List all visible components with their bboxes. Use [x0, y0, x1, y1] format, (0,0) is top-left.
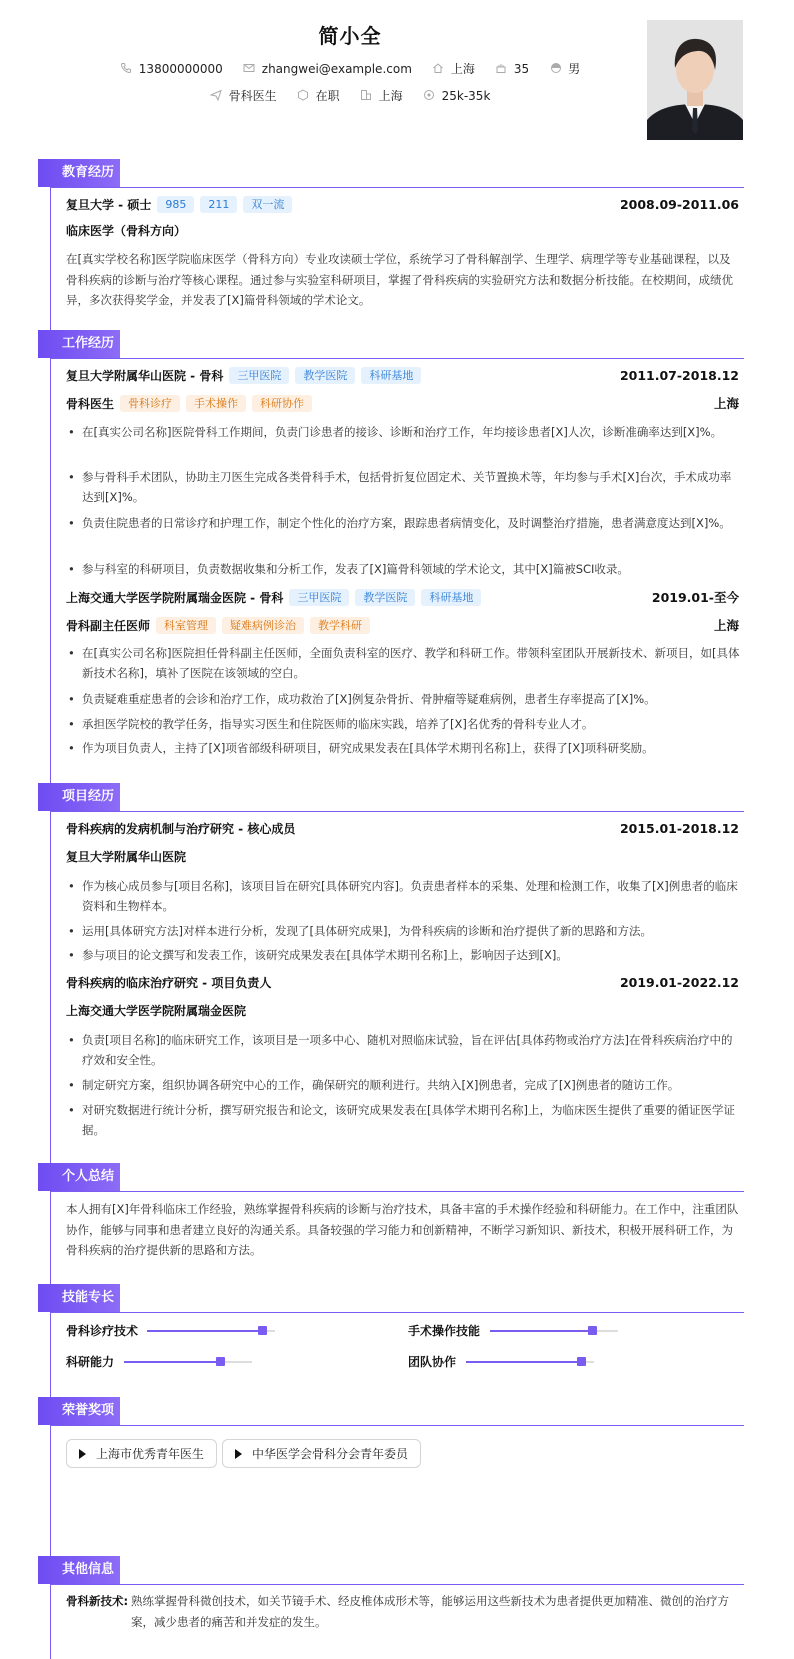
company-name: 复旦大学附属华山医院 - 骨科 — [66, 369, 224, 383]
skill-bar-knob — [216, 1357, 225, 1366]
skill-tag: 疑难病例诊治 — [222, 617, 304, 634]
skill-bar-fill — [124, 1361, 220, 1363]
company-tag: 教学医院 — [295, 367, 355, 384]
other-info — [66, 1591, 741, 1632]
salary-item — [423, 89, 491, 103]
school-tag: 211 — [200, 196, 237, 213]
phone-item — [120, 62, 223, 76]
other-text: 熟练掌握骨科微创技术，如关节镜手术、经皮椎体成形术等，能够运用这些新技术为患者提供更加精准、微创的治疗方案，减少患者的痛苦和并发症的发生。 — [131, 1594, 729, 1629]
company-tag: 三甲医院 — [229, 367, 289, 384]
work-bullet: • 在[真实公司名称]医院骨科工作期间，负责门诊患者的接诊、诊断和治疗工作，年均接诊患者[X]人次，诊断准确率达到[X]%。 — [66, 422, 741, 442]
project-bullet: • 制定研究方案，组织协调各研究中心的工作，确保研究的顺利进行。共纳入[X]例患者，完成了[X]例患者的随访工作。 — [66, 1075, 741, 1095]
skill-label: 手术操作技能 — [408, 1324, 481, 1338]
section-divider — [50, 1312, 744, 1313]
section-title-work: 工作经历 — [38, 330, 120, 358]
position-text: 骨科医生 — [228, 89, 277, 103]
job-title: 骨科副主任医师 — [66, 618, 151, 633]
company-tag: 教学医院 — [355, 589, 415, 606]
building-icon — [360, 89, 373, 102]
mail-icon — [243, 62, 256, 75]
status-text: 在职 — [315, 89, 340, 103]
project-date: 2019.01-2022.12 — [619, 975, 739, 990]
skill-bar — [124, 1361, 252, 1363]
project-date: 2015.01-2018.12 — [619, 821, 739, 836]
home-icon — [432, 62, 445, 75]
skill-bar — [490, 1330, 618, 1332]
age-item — [495, 62, 529, 76]
project-name: 骨科疾病的发病机制与治疗研究 - 核心成员 — [66, 822, 296, 836]
education-date: 2008.09-2011.06 — [619, 197, 739, 212]
salary-text: 25k-35k — [441, 88, 491, 103]
timeline-line — [50, 168, 51, 1659]
work-bullet: • 参与科室的科研项目，负责数据收集和分析工作，发表了[X]篇骨科领域的学术论文，其中[X]篇被SCI收录。 — [66, 559, 741, 579]
project-bullet: • 对研究数据进行统计分析，撰写研究报告和论文，该研究成果发表在[具体学术期刊名称]上，为临床医生提供了重要的循证医学证据。 — [66, 1100, 741, 1140]
company-tag: 科研基地 — [361, 367, 421, 384]
project-org-row — [66, 1002, 739, 1019]
project-org: 复旦大学附属华山医院 — [66, 850, 187, 864]
project-bullet: • 参与项目的论文撰写和发表工作，该研究成果发表在[具体学术期刊名称]上，影响因子达到[X]。 — [66, 945, 741, 965]
work-title-row — [66, 616, 739, 634]
other-label: 骨科新技术: — [66, 1594, 129, 1608]
skill-bar-knob — [588, 1326, 597, 1335]
skill-bar-fill — [490, 1330, 592, 1332]
work-bullet: • 作为项目负责人，主持了[X]项省部级科研项目，研究成果发表在[具体学术期刊名称]上，获得了[X]项科研奖励。 — [66, 738, 741, 758]
work-header — [66, 588, 739, 606]
project-bullet: • 负责[项目名称]的临床研究工作，该项目是一项多中心、随机对照临床试验，旨在评估[具体药物或治疗方法]在骨科疾病治疗中的疗效和安全性。 — [66, 1030, 741, 1070]
project-org: 上海交通大学医学院附属瑞金医院 — [66, 1004, 247, 1018]
skill-bar-fill — [147, 1330, 262, 1332]
work-city-text: 上海 — [378, 89, 403, 103]
skill-tag: 教学科研 — [310, 617, 370, 634]
section-title-awards: 荣誉奖项 — [38, 1397, 120, 1425]
status-item — [297, 87, 340, 104]
work-title-row — [66, 394, 739, 412]
job-intent-row — [0, 87, 700, 104]
education-major: 临床医学（骨科方向） — [66, 224, 187, 238]
salary-icon — [423, 89, 436, 102]
job-title: 骨科医生 — [66, 396, 115, 411]
section-divider — [50, 811, 744, 812]
section-divider — [50, 1584, 744, 1585]
profile-photo — [647, 20, 743, 140]
work-bullet: • 在[真实公司名称]医院担任骨科副主任医师，全面负责科室的医疗、教学和科研工作。带领科室团队开展新技术、新项目，如[具体新技术名称]，填补了医院在该领域的空白。 — [66, 643, 741, 683]
skill-bar-knob — [577, 1357, 586, 1366]
education-major-row — [66, 222, 739, 239]
education-header — [66, 196, 739, 213]
project-header — [66, 820, 739, 837]
section-divider — [50, 1191, 744, 1192]
skill-bar-fill — [466, 1361, 581, 1363]
project-name: 骨科疾病的临床治疗研究 - 项目负责人 — [66, 976, 272, 990]
gender-text: 男 — [568, 62, 581, 76]
email-text: zhangwei@example.com — [261, 61, 412, 76]
play-icon — [235, 1449, 242, 1459]
skill-label: 科研能力 — [66, 1355, 115, 1369]
section-title-summary: 个人总结 — [38, 1163, 120, 1191]
school-tag: 双一流 — [243, 196, 292, 213]
skill-label: 团队协作 — [408, 1355, 457, 1369]
education-description: 在[真实学校名称]医学院临床医学（骨科方向）专业攻读硕士学位，系统学习了骨科解剖学、生理学、病理学等专业基础课程，以及骨科疾病的诊断与治疗等核心课程。通过参与实验室科研项目，掌握了骨科疾病的实验研究方法和数据分析技能。在校期间，成绩优异，多次获得奖学金，并发表了[X]篇骨科领域的学术论文。 — [66, 252, 733, 307]
school-name: 复旦大学 - 硕士 — [66, 198, 152, 212]
section-divider — [50, 187, 744, 188]
company-name: 上海交通大学医学院附属瑞金医院 - 骨科 — [66, 590, 284, 605]
company-tag: 三甲医院 — [289, 589, 349, 606]
section-title-education: 教育经历 — [38, 159, 120, 187]
work-date: 2011.07-2018.12 — [619, 368, 739, 383]
section-title-skills: 技能专长 — [38, 1284, 120, 1312]
summary-text: 本人拥有[X]年骨科临床工作经验，熟练掌握骨科疾病的诊断与治疗技术，具备丰富的手术操作经验和科研能力。在工作中，注重团队协作，能够与同事和患者建立良好的沟通关系。具备较强的学习能力和创新精神，不断学习新知识、新技术，积极开展科研工作，为骨科疾病的治疗提供新的思路和方法。 — [66, 1202, 739, 1257]
project-org-row — [66, 848, 739, 865]
skill-tag: 科研协作 — [252, 395, 312, 412]
work-header — [66, 367, 739, 384]
work-city-item — [360, 87, 403, 104]
section-title-project: 项目经历 — [38, 783, 120, 811]
school-tag: 985 — [157, 196, 194, 213]
contact-row — [0, 60, 700, 77]
work-date: 2019.01-至今 — [651, 590, 739, 605]
city-text: 上海 — [450, 62, 475, 76]
phone-icon — [120, 62, 133, 75]
skill-bar — [147, 1330, 275, 1332]
award-item — [66, 1439, 217, 1468]
section-divider — [50, 1425, 744, 1426]
age-text: 35 — [513, 61, 530, 76]
project-bullet: • 作为核心成员参与[项目名称]，该项目旨在研究[具体研究内容]。负责患者样本的采集、处理和检测工作，收集了[X]例患者的临床资料和生物样本。 — [66, 876, 741, 916]
skill-bar-knob — [258, 1326, 267, 1335]
project-bullet: • 运用[具体研究方法]对样本进行分析，发现了[具体研究成果]，为骨科疾病的诊断和治疗提供了新的思路和方法。 — [66, 921, 741, 941]
company-tag: 科研基地 — [421, 589, 481, 606]
skill-tag: 科室管理 — [156, 617, 216, 634]
work-bullet: • 负责住院患者的日常诊疗和护理工作，制定个性化的治疗方案，跟踪患者病情变化，及时调整治疗措施，患者满意度达到[X]%。 — [66, 513, 741, 533]
status-icon — [297, 89, 310, 102]
skill-tag: 骨科诊疗 — [120, 395, 180, 412]
candidate-name: 简小全 — [318, 24, 382, 48]
skill-tag: 手术操作 — [186, 395, 246, 412]
city-item — [432, 60, 475, 77]
work-bullet: • 承担医学院校的教学任务，指导实习医生和住院医师的临床实践，培养了[X]名优秀的骨科专业人才。 — [66, 714, 741, 734]
email-item — [243, 62, 412, 76]
work-bullet: • 参与骨科手术团队，协助主刀医生完成各类骨科手术，包括骨折复位固定术、关节置换术等，年均参与手术[X]台次，手术成功率达到[X]%。 — [66, 467, 741, 507]
age-icon — [495, 62, 508, 75]
skill-label: 骨科诊疗技术 — [66, 1324, 139, 1338]
project-header — [66, 974, 739, 991]
work-location: 上海 — [713, 618, 739, 633]
gender-icon — [549, 62, 562, 75]
gender-item — [549, 60, 580, 77]
skill-bar — [466, 1361, 594, 1363]
work-location: 上海 — [713, 396, 739, 411]
award-item — [222, 1439, 421, 1468]
section-title-other: 其他信息 — [38, 1556, 120, 1584]
work-bullet: • 负责疑难重症患者的会诊和治疗工作，成功救治了[X]例复杂骨折、骨肿瘤等疑难病例，患者生存率提高了[X]%。 — [66, 689, 741, 709]
position-item — [210, 87, 277, 104]
play-icon — [79, 1449, 86, 1459]
send-icon — [210, 89, 223, 102]
phone-text: 13800000000 — [138, 61, 223, 76]
section-divider — [50, 358, 744, 359]
award-name: 上海市优秀青年医生 — [96, 1447, 205, 1461]
award-name: 中华医学会骨科分会青年委员 — [252, 1447, 409, 1461]
